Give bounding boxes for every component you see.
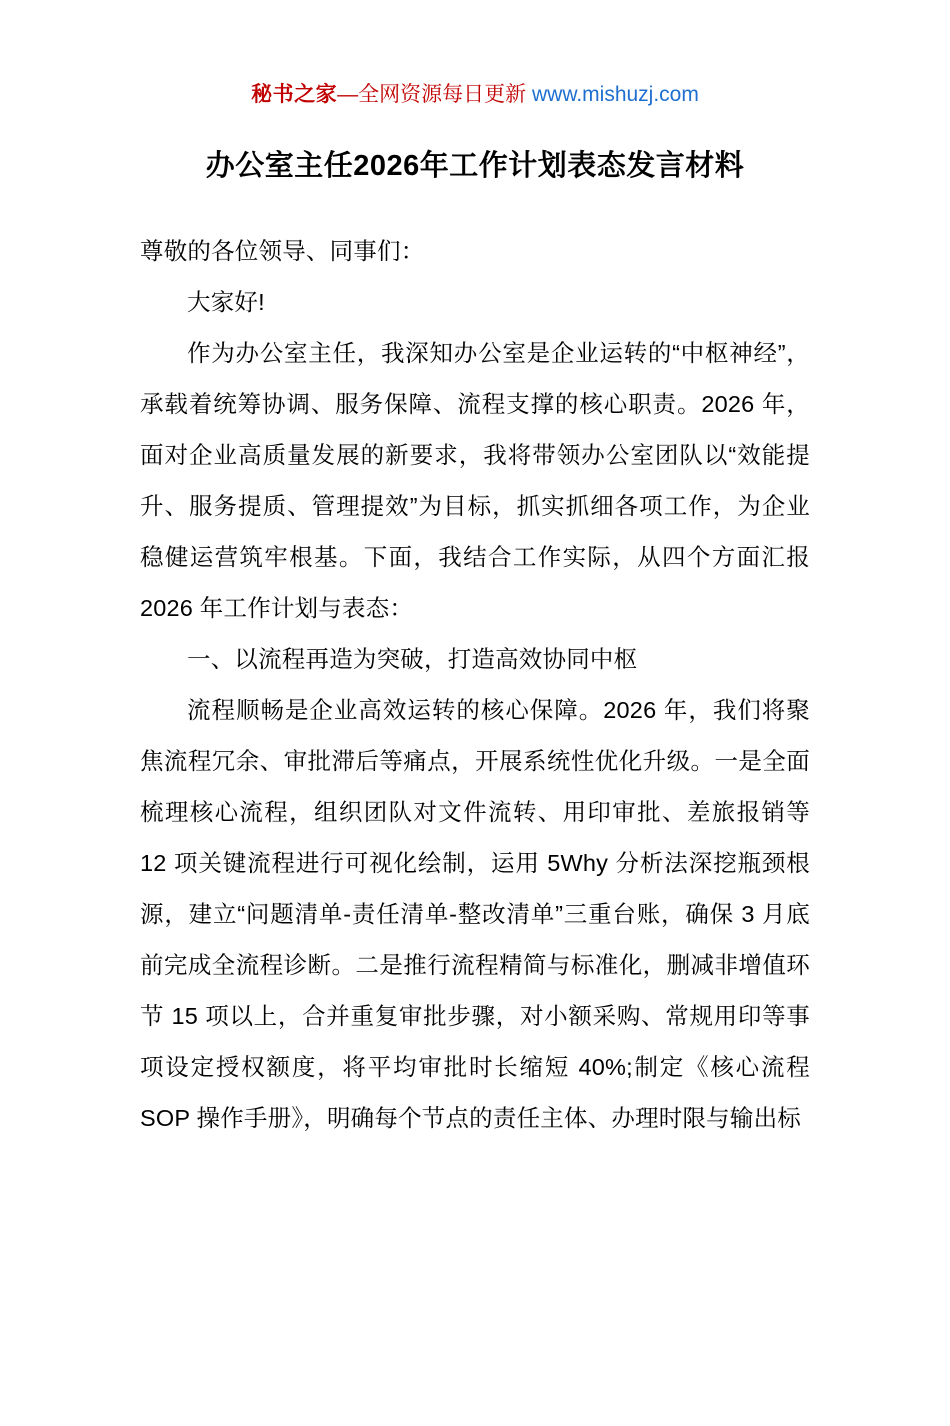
watermark-url[interactable]: www.mishuzj.com <box>531 83 699 106</box>
watermark-tagline: 全网资源每日更新 <box>358 83 527 106</box>
watermark-brand: 秘书之家 <box>251 83 338 106</box>
document-body <box>140 226 810 1144</box>
paragraph-salutation: 尊敬的各位领导、同事们： <box>140 238 425 265</box>
paragraph-section-heading-one: 一、以流程再造为突破，打造高效协同中枢 <box>187 646 638 673</box>
watermark-separator: — <box>337 83 359 106</box>
site-watermark <box>140 82 810 107</box>
paragraph-section-one-body: 流程顺畅是企业高效运转的核心保障。2026 年，我们将聚焦流程冗余、审批滞后等痛点，开展系统性优化升级。一是全面梳理核心流程，组织团队对文件流转、用印审批、差旅报销等 12 项关键流程进行可视化绘制，运用 5Why 分析法深挖瓶颈根源，建立“问题清单-责任清单-整改清单”三重台账，确保 3 月底前完成全流程诊断。二是推行流程精简与标准化，删减非增值环节 15 项以上，合并重复审批步骤，对小额采购、常规用印等事项设定授权额度，将平均审批时长缩短 40%;制定《核心流程 SOP 操作手册》，明确每个节点的责任主体、办理时限与输出标 <box>140 697 810 1132</box>
paragraph-greeting: 大家好! <box>187 289 265 316</box>
document-page <box>0 82 950 1426</box>
page-title: 办公室主任2026年工作计划表态发言材料 <box>205 150 745 183</box>
paragraph-intro: 作为办公室主任，我深知办公室是企业运转的“中枢神经”，承载着统筹协调、服务保障、流程支撑的核心职责。2026 年，面对企业高质量发展的新要求，我将带领办公室团队以“效能提升、服务提质、管理提效”为目标，抓实抓细各项工作，为企业稳健运营筑牢根基。下面，我结合工作实际，从四个方面汇报 2026 年工作计划与表态： <box>140 340 810 622</box>
